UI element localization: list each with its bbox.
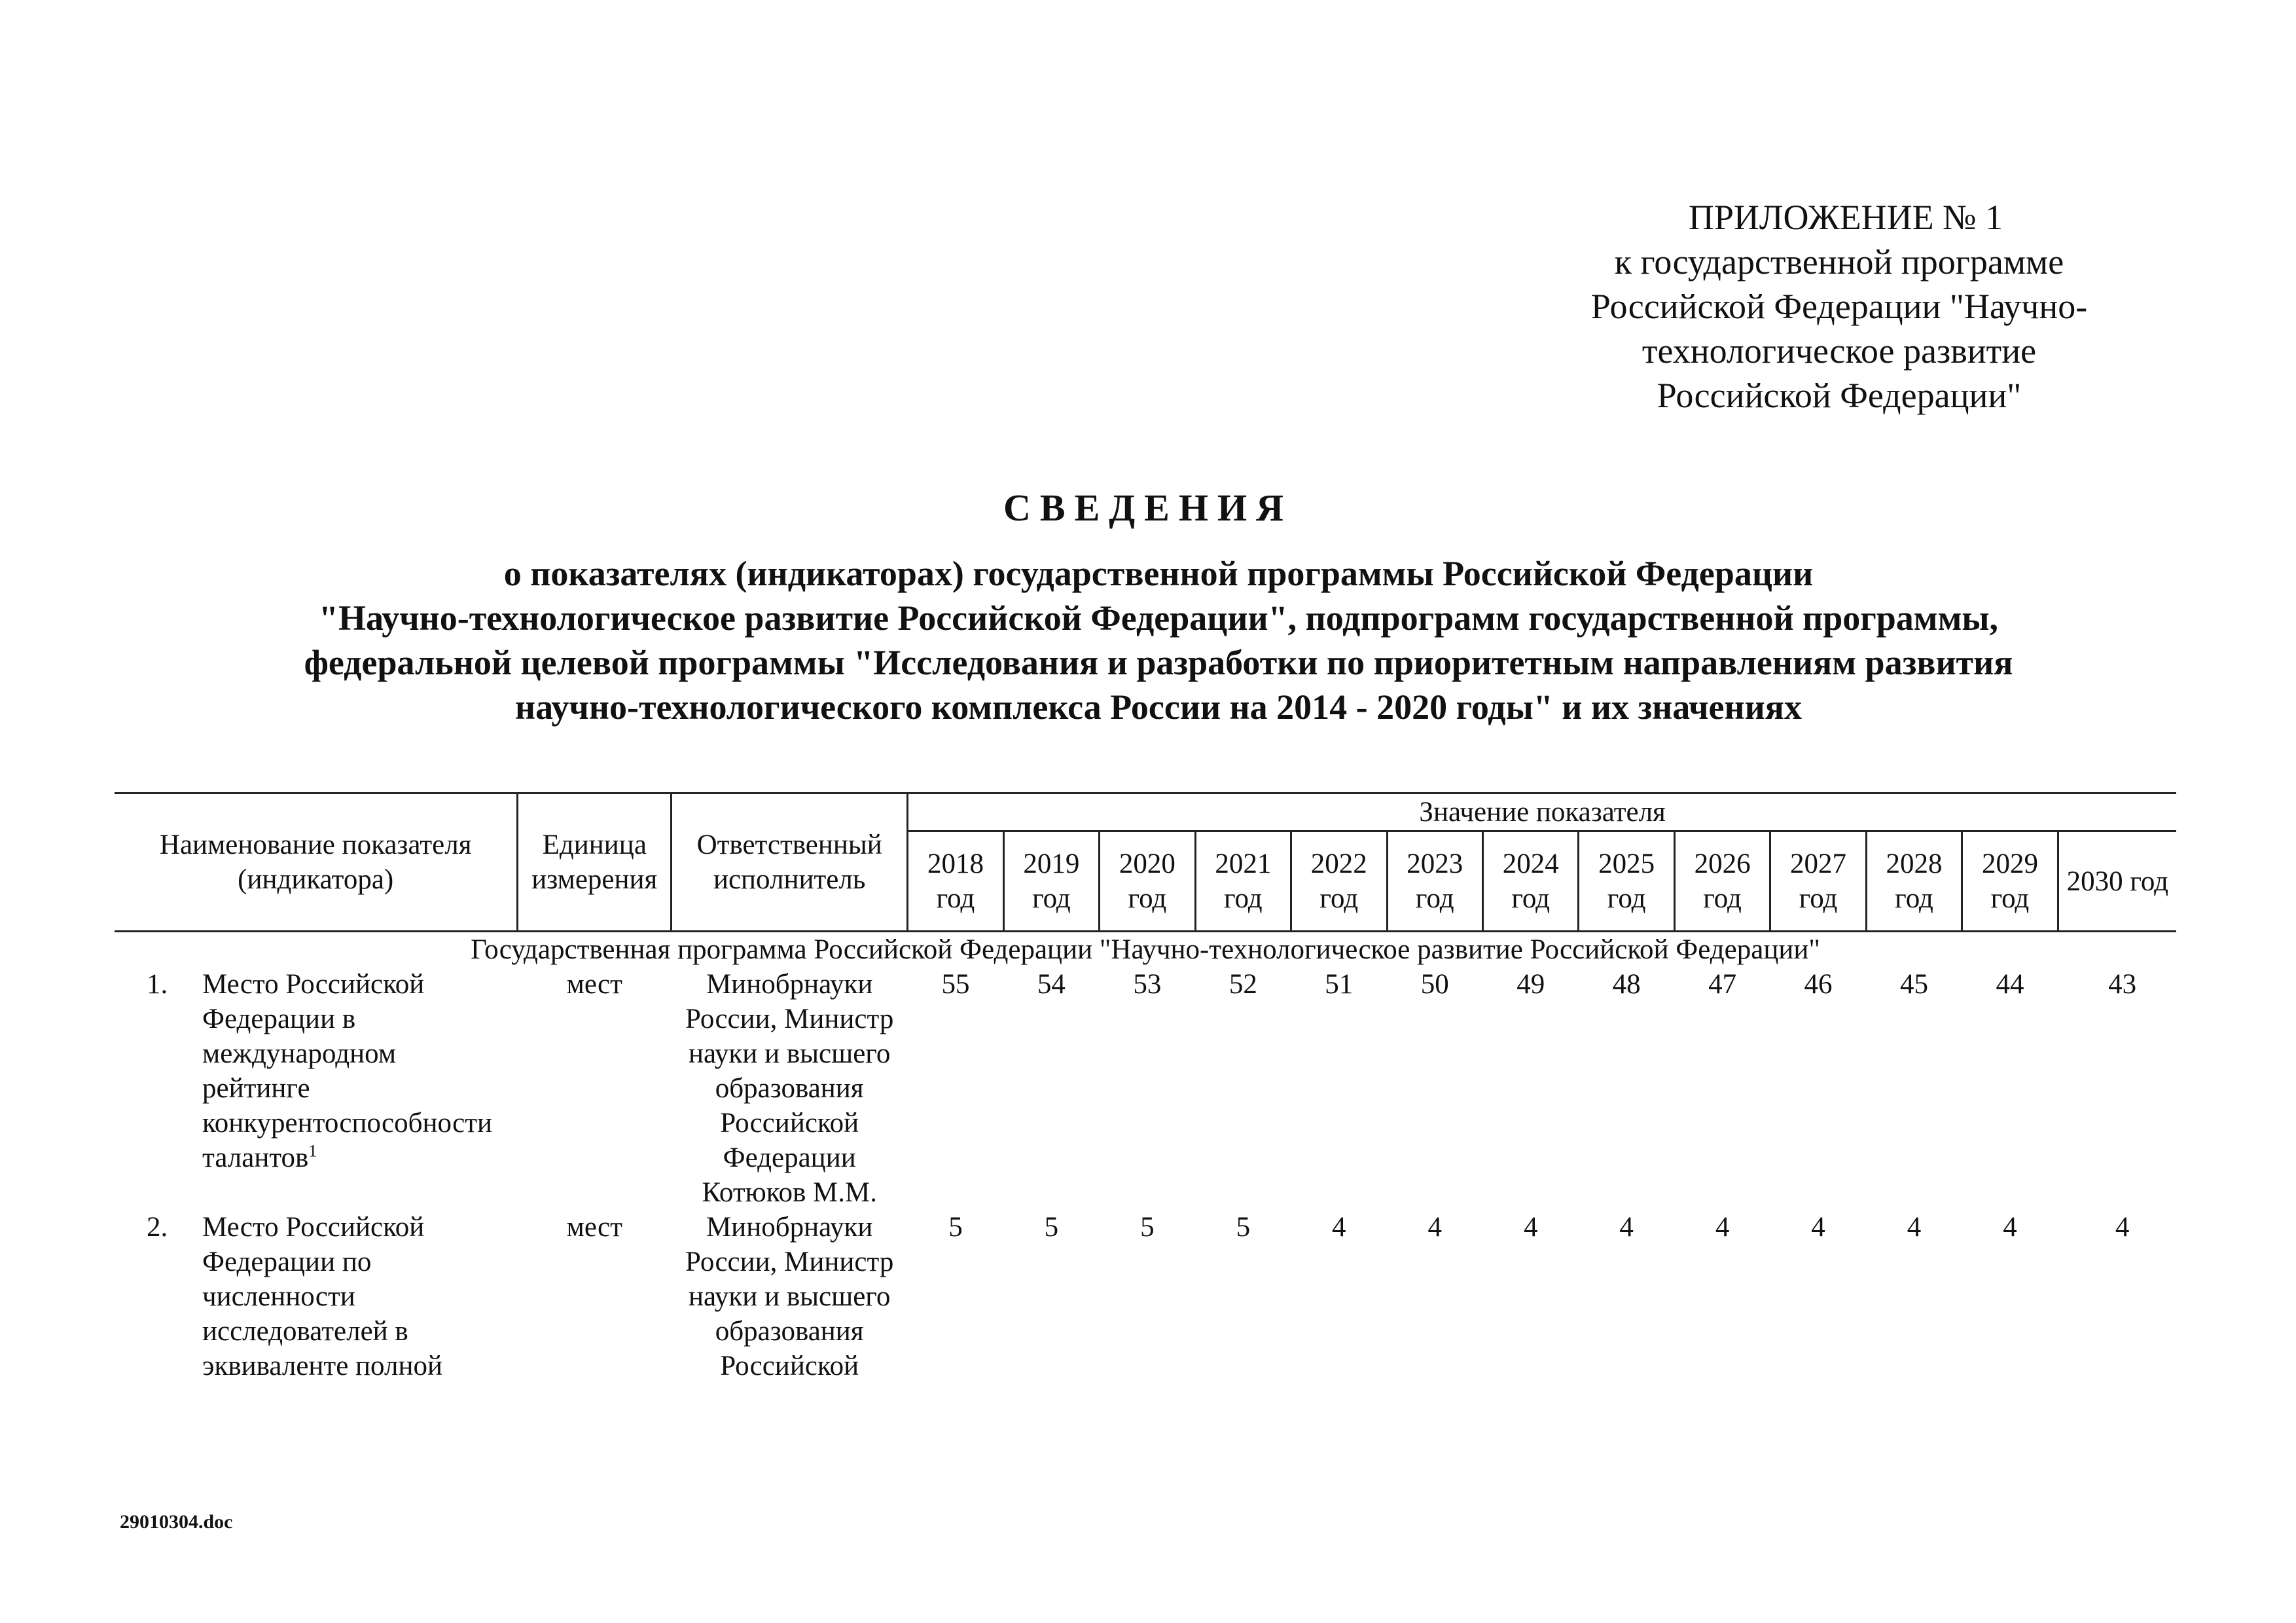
subtitle-line: о показателях (индикаторах) государственной программы Российской Федерации xyxy=(503,554,1814,593)
value-cell: 50 xyxy=(1420,969,1449,1000)
indicator-cell xyxy=(115,967,518,1210)
responsible-line: Российской xyxy=(720,1108,859,1139)
row-number: 1. xyxy=(147,969,168,1000)
subtitle-line: "Научно-технологическое развитие Российской Федерации", подпрограмм государственной программы, xyxy=(318,598,1999,638)
footnote-marker: 1 xyxy=(308,1141,317,1161)
value-cell: 52 xyxy=(1229,969,1257,1000)
value-cell: 5 xyxy=(948,1212,963,1243)
indicators-table xyxy=(115,792,2176,1383)
subtitle-line: научно-технологического комплекса России на 2014 - 2020 годы" и их значениях xyxy=(515,687,1802,727)
header-year: 2025 год xyxy=(1579,831,1674,932)
value-cell: 55 xyxy=(941,969,970,1000)
appendix-line: Российской Федерации "Научно- xyxy=(1590,287,2088,326)
indicator-name-line: эквиваленте полной xyxy=(202,1351,442,1381)
value-cell: 47 xyxy=(1708,969,1737,1000)
value-cell: 45 xyxy=(1900,969,1928,1000)
header-year: 2022 год xyxy=(1291,831,1387,932)
header-year: 2024 год xyxy=(1482,831,1578,932)
indicator-name-line: исследователей в xyxy=(202,1316,408,1347)
header-year: 2019 год xyxy=(1003,831,1099,932)
header-values: Значение показателя xyxy=(908,793,2176,831)
value-cell: 4 xyxy=(1523,1212,1538,1243)
value-cell: 51 xyxy=(1325,969,1354,1000)
indicator-name-line: Место Российской xyxy=(202,969,425,1000)
value-cell: 4 xyxy=(2115,1212,2130,1243)
responsible-line: образования xyxy=(715,1073,864,1104)
value-cell: 4 xyxy=(2003,1212,2017,1243)
header-unit: Единица измерения xyxy=(518,793,672,932)
indicator-name-line: рейтинге xyxy=(202,1073,310,1104)
indicator-name-line: Место Российской xyxy=(202,1212,425,1243)
responsible-line: России, Министр xyxy=(685,1004,894,1034)
header-year: 2023 год xyxy=(1387,831,1482,932)
appendix-line: Российской Федерации" xyxy=(1657,376,2022,415)
section-title: Государственная программа Российской Федерации "Научно-технологическое развитие Российской Федерации" xyxy=(471,934,1820,965)
value-cell: 4 xyxy=(1619,1212,1634,1243)
value-cell: 4 xyxy=(1907,1212,1922,1243)
header-year: 2029 год xyxy=(1962,831,2058,932)
responsible-line: науки и высшего xyxy=(689,1038,891,1069)
subtitle-line: федеральной целевой программы "Исследования и разработки по приоритетным направлениям развития xyxy=(304,643,2013,682)
responsible-line: науки и высшего xyxy=(689,1281,891,1312)
value-cell: 4 xyxy=(1427,1212,1442,1243)
indicator-name-line: Федерации по xyxy=(202,1247,372,1277)
header-name: Наименование показателя (индикатора) xyxy=(115,793,518,932)
value-cell: 5 xyxy=(1140,1212,1155,1243)
value-cell: 43 xyxy=(2108,969,2137,1000)
value-cell: 4 xyxy=(1811,1212,1825,1243)
responsible-line: России, Министр xyxy=(685,1247,894,1277)
value-cell: 54 xyxy=(1037,969,1066,1000)
header-year: 2027 год xyxy=(1770,831,1866,932)
responsible-line: Федерации xyxy=(723,1142,856,1173)
header-year: 2028 год xyxy=(1866,831,1962,932)
indicator-name-line: талантов xyxy=(202,1142,309,1173)
indicator-name-line: численности xyxy=(202,1281,355,1312)
responsible-line: Российской xyxy=(720,1351,859,1381)
appendix-line: к государственной программе xyxy=(1614,242,2064,282)
responsible-cell xyxy=(672,1210,908,1383)
responsible-line: Минобрнауки xyxy=(706,969,873,1000)
value-cell: 46 xyxy=(1804,969,1833,1000)
header-year: 2020 год xyxy=(1100,831,1195,932)
value-cell: 4 xyxy=(1332,1212,1346,1243)
value-cell: 5 xyxy=(1236,1212,1251,1243)
document-title: СВЕДЕНИЯ xyxy=(1003,486,1293,529)
unit-cell: мест xyxy=(566,969,622,1000)
value-cell: 4 xyxy=(1715,1212,1730,1243)
indicator-cell xyxy=(115,1210,518,1383)
indicator-name-line: конкурентоспособности xyxy=(202,1108,492,1139)
unit-cell: мест xyxy=(566,1212,622,1243)
header-year: 2018 год xyxy=(908,831,1003,932)
header-year: 2030 год xyxy=(2058,831,2176,932)
appendix-block xyxy=(1558,195,2121,418)
indicator-name-line: международном xyxy=(202,1038,397,1069)
responsible-line: Котюков М.М. xyxy=(702,1177,877,1208)
document-subtitle xyxy=(164,551,2153,729)
appendix-line: технологическое развитие xyxy=(1641,331,2037,371)
value-cell: 49 xyxy=(1516,969,1545,1000)
header-year: 2026 год xyxy=(1674,831,1770,932)
table-row xyxy=(115,1210,2176,1383)
responsible-cell xyxy=(672,967,908,1210)
header-year: 2021 год xyxy=(1195,831,1291,932)
value-cell: 44 xyxy=(1996,969,2024,1000)
value-cell: 5 xyxy=(1044,1212,1059,1243)
appendix-title: ПРИЛОЖЕНИЕ № 1 xyxy=(1688,198,2003,237)
responsible-line: образования xyxy=(715,1316,864,1347)
header-responsible: Ответственный исполнитель xyxy=(672,793,908,932)
value-cell: 53 xyxy=(1133,969,1162,1000)
document-file-code: 29010304.doc xyxy=(120,1511,233,1533)
indicator-name-line: Федерации в xyxy=(202,1004,356,1034)
value-cell: 48 xyxy=(1612,969,1641,1000)
responsible-line: Минобрнауки xyxy=(706,1212,873,1243)
row-number: 2. xyxy=(147,1212,168,1243)
table-row xyxy=(115,967,2176,1210)
